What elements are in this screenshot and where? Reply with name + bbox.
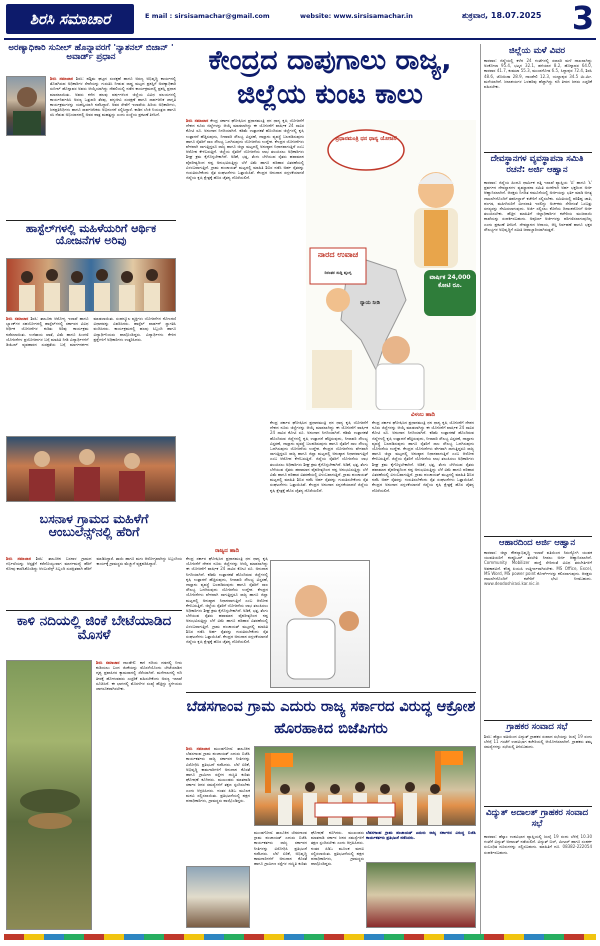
politician-cartoon-icon: [271, 561, 370, 688]
crocodile-photo-icon: [7, 661, 92, 930]
masthead-name: ಶಿರಸಿ ಸಮಾಚಾರ: [29, 10, 111, 28]
protest-body-2-text: ಮುಂಡಗೋಡ: ತಾಲೂಕಿನ ಬೆಡಸಗಾಂವ ಗ್ರಾಮ ಪಂಚಾಯತ್ ಎದುರು ಬಿಜೆಪಿ ಕಾರ್ಯಕರ್ತರು ರಾಜ್ಯ ಸರ್ಕಾರದ ನೀತಿಗಳನ್ನು ವಿರೋಧಿಸಿ ಪ್ರತಿಭಟನೆ ನಡೆಸಿದರು. ಬೆಲೆ ಏರಿಕೆ, ಅಭಿವೃದ್ಧಿ ಕಾಮಗಾರಿಗಳಿಗೆ ಅನುದಾನ ಕೊರತೆ ಹಾಗೂ ಗ್ರಾಮೀಣ ರಸ್ತೆಗಳ ದುಸ್ಥಿತಿ ಕುರಿತು ಘೋಷಣೆ ಕೂಗಿದರು. ಮುಖಂಡರು ಮಾತನಾಡಿ ಸರ್ಕಾರ ಜನರ ಸಮಸ್ಯೆಗಳಿಗೆ ತಕ್ಷಣ ಸ್ಪಂದಿಸಬೇಕು ಎಂದು ಆಗ್ರಹಿಸಿದರು. ನಂತರ ಪಿಡಿಒ ಮೂಲಕ ಮನವಿ ಸಲ್ಲಿಸಲಾಯಿತು. ಪ್ರತಿಭಟನೆಯಲ್ಲಿ ಪಕ್ಷದ ಪದಾಧಿಕಾರಿಗಳು, ಗ್ರಾಮಸ್ಥರು ಪಾಲ್ಗೊಂಡಿದ್ದರು.: [254, 830, 364, 867]
award-portrait: [6, 76, 46, 136]
protest-caption: ಬೆಡಸಗಾಂವ ಗ್ರಾಮ ಪಂಚಾಯತ್ ಎದುರು ರಾಜ್ಯ ಸರ್ಕಾರದ ವಿರುದ್ಧ ಬಿಜೆಪಿ ಕಾರ್ಯಕರ್ತರು ಪ್ರತಿಭಟನೆ ನಡೆಸಿದರು.: [366, 830, 476, 841]
lead-body-text: ಕೇಂದ್ರ ಸರ್ಕಾರ ಘೋಷಿಸಿದ ಪ್ರಧಾನಮಂತ್ರಿ ಧನ ಧಾನ್ಯ ಕೃಷಿ ಯೋಜನೆಗೆ ದೇಶದ ನೂರು ಜಿಲ್ಲೆಗಳನ್ನು ಆಯ್ಕೆ ಮಾಡಲಾಗಿದ್ದು ಈ ಯೋಜನೆಗೆ ವಾರ್ಷಿಕ 24 ಸಾವಿರ ಕೋಟಿ ರೂ. ಅನುದಾನ ನಿಗದಿಯಾಗಿದೆ. ಕಡಿಮೆ ಉತ್ಪಾದಕತೆ ಹೊಂದಿರುವ ಜಿಲ್ಲೆಗಳಲ್ಲಿ ಕೃಷಿ ಉತ್ಪಾದನೆ ಹೆಚ್ಚಿಸುವುದು, ನೀರಾವರಿ ಸೌಲಭ್ಯ ವಿಸ್ತರಣೆ, ದಾಸ್ತಾನು ವ್ಯವಸ್ಥೆ ಬಲಪಡಿಸುವುದು ಹಾಗೂ ರೈತರಿಗೆ ಸಾಲ ಸೌಲಭ್ಯ ಒದಗಿಸುವುದು ಯೋಜನೆಯ ಉದ್ದೇಶ. ಕೇಂದ್ರದ ಯೋಜನೆಗಳು ವೇಗವಾಗಿ ಸಾಗುತ್ತಿದ್ದರೂ ರಾಜ್ಯ ಹಾಗೂ ಜಿಲ್ಲಾ ಮಟ್ಟದಲ್ಲಿ ಅನುಷ್ಠಾನ ನಿಧಾನವಾಗುತ್ತಿದೆ ಎಂಬ ಆರೋಪ ಕೇಳಿಬರುತ್ತಿದೆ. ಜಿಲ್ಲೆಯ ರೈತರಿಗೆ ಯೋಜನೆಯ ಲಾಭ ತಲುಪಿಸಲು ಅಧಿಕಾರಿಗಳು ಶೀಘ್ರ ಕ್ರಮ ಕೈಗೊಳ್ಳಬೇಕಾಗಿದೆ. ಅಡಿಕೆ, ಭತ್ತ, ತೆಂಗು ಬೆಳೆಯುವ ರೈತರು ಹವಾಮಾನ ವೈಪರೀತ್ಯದಿಂದ ನಷ್ಟ ಅನುಭವಿಸುತ್ತಿದ್ದು ಬೆಳೆ ವಿಮೆ ಹಾಗೂ ಪರಿಹಾರ ವಿತರಣೆಯಲ್ಲಿ ವಿಳಂಬವಾಗುತ್ತಿದೆ. ಗ್ರಾಮ ಪಂಚಾಯತ್ ಮಟ್ಟದಲ್ಲಿ ಮಾಹಿತಿ ಶಿಬಿರ ನಡೆಸಿ ಅರ್ಹ ರೈತರನ್ನು ಗುರುತಿಸಬೇಕೆಂದು ರೈತ ಸಂಘಟನೆಗಳು ಒತ್ತಾಯಿಸಿವೆ. ಕೇಂದ್ರದ ಅನುದಾನ ಸದ್ಬಳಕೆಯಾದರೆ ಜಿಲ್ಲೆಯ ಕೃಷಿ ಕ್ಷೇತ್ರಕ್ಕೆ ಹೊಸ ಚೈತನ್ಯ ದೊರೆಯಲಿದೆ.: [186, 118, 304, 181]
masthead-website[interactable]: website: www.sirsisamachar.in: [300, 12, 413, 20]
cartoon-illustration: [306, 120, 476, 410]
lead-body-col3: [270, 420, 368, 556]
hostel-byline: ಶಿರಸಿ ಸಮಾಚಾರ: [6, 316, 29, 321]
rain-body: ಕಾರವಾರ: ಜಿಲ್ಲೆಯಲ್ಲಿ ಕಳೆದ 24 ಗಂಟೆಗಳಲ್ಲಿ ಸರಾಸರಿ ಮಳೆ ದಾಖಲಾಗಿದ್ದು ಅಂಕೋಲಾ 95.4, ಭಟ್ಕಳ 32.1, ಹಳಿಯಾಳ 8.2, ಹೊನ್ನಾವರ 64.0, ಕಾರವಾರ 41.7, ಕುಮಟಾ 55.3, ಮುಂಡಗೋಡ 6.5, ಸಿದ್ದಾಪುರ 72.4, ಶಿರಸಿ 48.6, ಜೊಯಿಡಾ 28.9, ದಾಂಡೇಲಿ 12.3, ಯಲ್ಲಾಪುರ 34.5 ಮಿ.ಮೀ. ಮಳೆಯಾಗಿದೆ. ಜಲಾಶಯಗಳ ಒಳಹರಿವು ಹೆಚ್ಚಾಗಿದ್ದು ನದಿ ತೀರದ ಜನರು ಎಚ್ಚರಿಕೆ ವಹಿಸಬೇಕು.: [484, 58, 592, 90]
hostel-headline: ಹಾಸ್ಟೆಲ್‌ಗಳಲ್ಲಿ ಮಹಿಳೆಯರಿಗೆ ಆರ್ಥಿಕ ಯೋಜನೆಗಳ ಅರಿವು: [25, 223, 157, 247]
divider-r2: [484, 536, 592, 537]
lead-cartoon-2: [270, 560, 370, 688]
protest-photo-3: [366, 862, 476, 928]
divider-r1: [484, 152, 592, 153]
river-headline: ಕಾಳಿ ನದಿಯಲ್ಲಿ ಜಿಂಕೆ ಬೇಟೆಯಾಡಿದ ಮೊಸಳೆ: [16, 614, 172, 644]
portrait-icon: [7, 77, 46, 136]
lead-subhead-2: ರಾಜ್ಯದ ಹಾದಿ: [214, 548, 240, 554]
consumer-body: ಶಿರಸಿ: ಹೆಸ್ಕಾಂ ವತಿಯಿಂದ ವಿದ್ಯುತ್ ಗ್ರಾಹಕರ ಸಂವಾದ ಸಭೆಯನ್ನು ಜುಲೈ 19 ರಂದು ಬೆಳಿಗ್ಗೆ 11 ಗಂಟೆಗೆ ಉಪವಿಭಾಗ ಕಚೇರಿಯಲ್ಲಿ ಆಯೋಜಿಸಲಾಗಿದೆ. ಗ್ರಾಹಕರು ತಮ್ಮ ಸಮಸ್ಯೆಗಳನ್ನು ಸಭೆಯಲ್ಲಿ ತಿಳಿಸಬಹುದು.: [484, 734, 592, 750]
ambulance-body: [6, 556, 182, 608]
cartoon-bubble: ಪ್ರಧಾನಮಂತ್ರಿ ಧನ ಧಾನ್ಯ ಯೋಜನೆ: [335, 136, 397, 142]
cartoon-amount: ವಾರ್ಷಿಕ 24,000 ಕೋಟಿ ರೂ.: [429, 274, 471, 289]
page-number: 3: [571, 0, 595, 37]
protest-photo: [254, 746, 476, 826]
lead-headline: ಕೇಂದ್ರದ ದಾಪುಗಾಲು ರಾಜ್ಯ, ಜಿಲ್ಲೆಯ ಕುಂಟ ಕಾಲು: [208, 45, 452, 110]
protest-body: [186, 746, 250, 862]
divider-r3: [484, 720, 592, 721]
rain-title: ಜಿಲ್ಲೆಯ ಮಳೆ ವಿವರ: [508, 46, 566, 56]
hostel-body: [6, 316, 176, 434]
lead-body: [186, 118, 304, 418]
award-body: [50, 76, 176, 218]
divider-2: [6, 610, 182, 611]
river-body: [96, 660, 182, 930]
divider-r4: [484, 806, 592, 807]
divider-1: [6, 220, 176, 221]
protest-byline: ಶಿರಸಿ ಸಮಾಚಾರ: [186, 746, 211, 751]
protest-body-text: ಮುಂಡಗೋಡ: ತಾಲೂಕಿನ ಬೆಡಸಗಾಂವ ಗ್ರಾಮ ಪಂಚಾಯತ್ ಎದುರು ಬಿಜೆಪಿ ಕಾರ್ಯಕರ್ತರು ರಾಜ್ಯ ಸರ್ಕಾರದ ನೀತಿಗಳನ್ನು ವಿರೋಧಿಸಿ ಪ್ರತಿಭಟನೆ ನಡೆಸಿದರು. ಬೆಲೆ ಏರಿಕೆ, ಅಭಿವೃದ್ಧಿ ಕಾಮಗಾರಿಗಳಿಗೆ ಅನುದಾನ ಕೊರತೆ ಹಾಗೂ ಗ್ರಾಮೀಣ ರಸ್ತೆಗಳ ದುಸ್ಥಿತಿ ಕುರಿತು ಘೋಷಣೆ ಕೂಗಿದರು. ಮುಖಂಡರು ಮಾತನಾಡಿ ಸರ್ಕಾರ ಜನರ ಸಮಸ್ಯೆಗಳಿಗೆ ತಕ್ಷಣ ಸ್ಪಂದಿಸಬೇಕು ಎಂದು ಆಗ್ರಹಿಸಿದರು. ನಂತರ ಪಿಡಿಒ ಮೂಲಕ ಮನವಿ ಸಲ್ಲಿಸಲಾಯಿತು. ಪ್ರತಿಭಟನೆಯಲ್ಲಿ ಪಕ್ಷದ ಪದಾಧಿಕಾರಿಗಳು, ಗ್ರಾಮಸ್ಥರು ಪಾಲ್ಗೊಂಡಿದ್ದರು.: [186, 746, 250, 804]
temple-body: ಕಾರವಾರ: ಜಿಲ್ಲೆಯ ಹಿಂದೂ ಧಾರ್ಮಿಕ ದತ್ತಿ ಇಲಾಖೆ ವ್ಯಾಪ್ತಿಯ 'ಬಿ' ಹಾಗೂ 'ಸಿ' ಪ್ರವರ್ಗದ ದೇವಸ್ಥಾನಗಳ ವ್ಯವಸ್ಥಾಪನಾ ಸಮಿತಿ ರಚನೆಗಾಗಿ ಅರ್ಹ ಭಕ್ತರಿಂದ ಅರ್ಜಿ ಆಹ್ವಾನಿಸಲಾಗಿದೆ. ಆಸಕ್ತರು ನಿಗದಿತ ನಮೂನೆಯಲ್ಲಿ ಅರ್ಜಿಯನ್ನು ಭರ್ತಿ ಮಾಡಿ ಅಗತ್ಯ ದಾಖಲೆಗಳೊಂದಿಗೆ ತಹಸೀಲ್ದಾರ್ ಕಚೇರಿಗೆ ಸಲ್ಲಿಸಬೇಕು. ಸಮಿತಿಯಲ್ಲಿ ಪರಿಶಿಷ್ಟ ಜಾತಿ, ಪಂಗಡ, ಮಹಿಳೆಯರಿಗೆ ಮೀಸಲಾತಿ ಇರಲಿದ್ದು ಅರ್ಚಕರು ಸೇರಿದಂತೆ ಒಂಬತ್ತು ಸದಸ್ಯರನ್ನು ನೇಮಿಸಲಾಗುವುದು. ಅರ್ಜಿ ಸಲ್ಲಿಸಲು ಕೊನೆಯ ದಿನಾಂಕದೊಳಗೆ ಅರ್ಜಿ ತಲುಪಿಸಬೇಕು. ಹೆಚ್ಚಿನ ಮಾಹಿತಿಗೆ ಜಿಲ್ಲಾಧಿಕಾರಿಗಳ ಕಚೇರಿಯ ಮುಜರಾಯಿ ಶಾಖೆಯನ್ನು ಸಂಪರ್ಕಿಸಬಹುದು. ಅಪೂರ್ಣ ಅರ್ಜಿಗಳನ್ನು ಪರಿಗಣಿಸಲಾಗುವುದಿಲ್ಲ ಎಂದು ಪ್ರಕಟಣೆ ತಿಳಿಸಿದೆ. ದೇವಸ್ಥಾನದ ಆದಾಯ, ಆಸ್ತಿ ನಿರ್ವಹಣೆ ಹಾಗೂ ಭಕ್ತರ ಸೌಲಭ್ಯಗಳ ಅಭಿವೃದ್ಧಿಗೆ ಸಮಿತಿ ಜವಾಬ್ದಾರಿಯಾಗಿರುತ್ತದೆ.: [484, 180, 592, 232]
meeting-photo-icon: [7, 437, 176, 502]
ambulance-body-text: ಶಿರಸಿ: ತಾಲೂಕಿನ ಬಸನಾಳ ಗ್ರಾಮದ ಗರ್ಭಿಣಿಯನ್ನು ಆಸ್ಪತ್ರೆಗೆ ಕರೆದೊಯ್ಯುವಾಗ ಮಾರ್ಗಮಧ್ಯೆ ಹೆರಿಗೆ ನೋವು ಕಾಣಿಸಿಕೊಂಡಿದ್ದು ಆಂಬುಲೆನ್ಸ್ ಸಿಬ್ಬಂದಿ ಸುರಕ್ಷಿತವಾಗಿ ಹೆರಿಗೆ ಮಾಡಿಸಿದ್ದಾರೆ. ತಾಯಿ ಹಾಗೂ ಮಗು ಆರೋಗ್ಯವಾಗಿದ್ದು ಸಿಬ್ಬಂದಿಯ ಕಾರ್ಯಕ್ಕೆ ಗ್ರಾಮಸ್ಥರು ಮೆಚ್ಚುಗೆ ವ್ಯಕ್ತಪಡಿಸಿದ್ದಾರೆ.: [6, 556, 182, 572]
temple-title: ದೇವಸ್ಥಾನಗಳ ವ್ಯವಸ್ಥಾಪನಾ ಸಮಿತಿ ರಚನೆ: ಅರ್ಜಿ ಆಹ್ವಾನ: [490, 154, 584, 175]
lead-body-col2: [186, 556, 268, 688]
river-photo: [6, 660, 92, 930]
group-photo-icon: [7, 259, 176, 312]
cartoon-sign: ನ್ಯಾಯ ನೀಡಿ: [360, 300, 380, 306]
lead-byline: ಶಿರಸಿ ಸಮಾಚಾರ: [186, 118, 209, 123]
bottom-strip: [4, 934, 596, 940]
river-byline: ಶಿರಸಿ ಸಮಾಚಾರ: [96, 660, 120, 665]
protest-body-2: [254, 830, 364, 896]
lead-body-col2-text: ಕೇಂದ್ರ ಸರ್ಕಾರ ಘೋಷಿಸಿದ ಪ್ರಧಾನಮಂತ್ರಿ ಧನ ಧಾನ್ಯ ಕೃಷಿ ಯೋಜನೆಗೆ ದೇಶದ ನೂರು ಜಿಲ್ಲೆಗಳನ್ನು ಆಯ್ಕೆ ಮಾಡಲಾಗಿದ್ದು ಈ ಯೋಜನೆಗೆ ವಾರ್ಷಿಕ 24 ಸಾವಿರ ಕೋಟಿ ರೂ. ಅನುದಾನ ನಿಗದಿಯಾಗಿದೆ. ಕಡಿಮೆ ಉತ್ಪಾದಕತೆ ಹೊಂದಿರುವ ಜಿಲ್ಲೆಗಳಲ್ಲಿ ಕೃಷಿ ಉತ್ಪಾದನೆ ಹೆಚ್ಚಿಸುವುದು, ನೀರಾವರಿ ಸೌಲಭ್ಯ ವಿಸ್ತರಣೆ, ದಾಸ್ತಾನು ವ್ಯವಸ್ಥೆ ಬಲಪಡಿಸುವುದು ಹಾಗೂ ರೈತರಿಗೆ ಸಾಲ ಸೌಲಭ್ಯ ಒದಗಿಸುವುದು ಯೋಜನೆಯ ಉದ್ದೇಶ. ಕೇಂದ್ರದ ಯೋಜನೆಗಳು ವೇಗವಾಗಿ ಸಾಗುತ್ತಿದ್ದರೂ ರಾಜ್ಯ ಹಾಗೂ ಜಿಲ್ಲಾ ಮಟ್ಟದಲ್ಲಿ ಅನುಷ್ಠಾನ ನಿಧಾನವಾಗುತ್ತಿದೆ ಎಂಬ ಆರೋಪ ಕೇಳಿಬರುತ್ತಿದೆ. ಜಿಲ್ಲೆಯ ರೈತರಿಗೆ ಯೋಜನೆಯ ಲಾಭ ತಲುಪಿಸಲು ಅಧಿಕಾರಿಗಳು ಶೀಘ್ರ ಕ್ರಮ ಕೈಗೊಳ್ಳಬೇಕಾಗಿದೆ. ಅಡಿಕೆ, ಭತ್ತ, ತೆಂಗು ಬೆಳೆಯುವ ರೈತರು ಹವಾಮಾನ ವೈಪರೀತ್ಯದಿಂದ ನಷ್ಟ ಅನುಭವಿಸುತ್ತಿದ್ದು ಬೆಳೆ ವಿಮೆ ಹಾಗೂ ಪರಿಹಾರ ವಿತರಣೆಯಲ್ಲಿ ವಿಳಂಬವಾಗುತ್ತಿದೆ. ಗ್ರಾಮ ಪಂಚಾಯತ್ ಮಟ್ಟದಲ್ಲಿ ಮಾಹಿತಿ ಶಿಬಿರ ನಡೆಸಿ ಅರ್ಹ ರೈತರನ್ನು ಗುರುತಿಸಬೇಕೆಂದು ರೈತ ಸಂಘಟನೆಗಳು ಒತ್ತಾಯಿಸಿವೆ. ಕೇಂದ್ರದ ಅನುದಾನ ಸದ್ಬಳಕೆಯಾದರೆ ಜಿಲ್ಲೆಯ ಕೃಷಿ ಕ್ಷೇತ್ರಕ್ಕೆ ಹೊಸ ಚೈತನ್ಯ ದೊರೆಯಲಿದೆ.: [186, 556, 268, 645]
lead-subhead-1: ವಿಳಂಬ ಹಾದಿ: [411, 412, 435, 418]
masthead: [0, 0, 600, 40]
divider-3: [186, 692, 476, 693]
training-body: ಕಾರವಾರ: ಜಿಲ್ಲಾ ಕೌಶಲ್ಯಾಭಿವೃದ್ಧಿ ಇಲಾಖೆ ವತಿಯಿಂದ ನಿರುದ್ಯೋಗಿ ಯುವಕ ಯುವತಿಯರಿಗೆ ಕಂಪ್ಯೂಟರ್ ತರಬೇತಿ ನೀಡಲು ಅರ್ಜಿ ಆಹ್ವಾನಿಸಲಾಗಿದೆ. Community Mobilizer ಹುದ್ದೆ ಸೇರಿದಂತೆ ವಿವಿಧ ತರಬೇತಿಗಳಿಗೆ ಅವಕಾಶವಿದೆ. ಕನಿಷ್ಠ ಪಿಯುಸಿ ಉತ್ತೀರ್ಣರಾಗಿರಬೇಕು. MS Office, Excel, MS Word, MS power point ಕೋರ್ಸ್‌ಗಳನ್ನು ಕಲಿಸಲಾಗುವುದು. ಆಸಕ್ತರು ದಾಖಲೆಗಳೊಂದಿಗೆ ಕಚೇರಿಗೆ ಭೇಟಿ ನೀಡಬಹುದು. www.deodoshirasi.kar.nic.in: [484, 550, 592, 587]
masthead-rule: [4, 38, 596, 40]
lead-body-continued-text: ಕೇಂದ್ರ ಸರ್ಕಾರ ಘೋಷಿಸಿದ ಪ್ರಧಾನಮಂತ್ರಿ ಧನ ಧಾನ್ಯ ಕೃಷಿ ಯೋಜನೆಗೆ ದೇಶದ ನೂರು ಜಿಲ್ಲೆಗಳನ್ನು ಆಯ್ಕೆ ಮಾಡಲಾಗಿದ್ದು ಈ ಯೋಜನೆಗೆ ವಾರ್ಷಿಕ 24 ಸಾವಿರ ಕೋಟಿ ರೂ. ಅನುದಾನ ನಿಗದಿಯಾಗಿದೆ. ಕಡಿಮೆ ಉತ್ಪಾದಕತೆ ಹೊಂದಿರುವ ಜಿಲ್ಲೆಗಳಲ್ಲಿ ಕೃಷಿ ಉತ್ಪಾದನೆ ಹೆಚ್ಚಿಸುವುದು, ನೀರಾವರಿ ಸೌಲಭ್ಯ ವಿಸ್ತರಣೆ, ದಾಸ್ತಾನು ವ್ಯವಸ್ಥೆ ಬಲಪಡಿಸುವುದು ಹಾಗೂ ರೈತರಿಗೆ ಸಾಲ ಸೌಲಭ್ಯ ಒದಗಿಸುವುದು ಯೋಜನೆಯ ಉದ್ದೇಶ. ಕೇಂದ್ರದ ಯೋಜನೆಗಳು ವೇಗವಾಗಿ ಸಾಗುತ್ತಿದ್ದರೂ ರಾಜ್ಯ ಹಾಗೂ ಜಿಲ್ಲಾ ಮಟ್ಟದಲ್ಲಿ ಅನುಷ್ಠಾನ ನಿಧಾನವಾಗುತ್ತಿದೆ ಎಂಬ ಆರೋಪ ಕೇಳಿಬರುತ್ತಿದೆ. ಜಿಲ್ಲೆಯ ರೈತರಿಗೆ ಯೋಜನೆಯ ಲಾಭ ತಲುಪಿಸಲು ಅಧಿಕಾರಿಗಳು ಶೀಘ್ರ ಕ್ರಮ ಕೈಗೊಳ್ಳಬೇಕಾಗಿದೆ. ಅಡಿಕೆ, ಭತ್ತ, ತೆಂಗು ಬೆಳೆಯುವ ರೈತರು ಹವಾಮಾನ ವೈಪರೀತ್ಯದಿಂದ ನಷ್ಟ ಅನುಭವಿಸುತ್ತಿದ್ದು ಬೆಳೆ ವಿಮೆ ಹಾಗೂ ಪರಿಹಾರ ವಿತರಣೆಯಲ್ಲಿ ವಿಳಂಬವಾಗುತ್ತಿದೆ. ಗ್ರಾಮ ಪಂಚಾಯತ್ ಮಟ್ಟದಲ್ಲಿ ಮಾಹಿತಿ ಶಿಬಿರ ನಡೆಸಿ ಅರ್ಹ ರೈತರನ್ನು ಗುರುತಿಸಬೇಕೆಂದು ರೈತ ಸಂಘಟನೆಗಳು ಒತ್ತಾಯಿಸಿವೆ. ಕೇಂದ್ರದ ಅನುದಾನ ಸದ್ಬಳಕೆಯಾದರೆ ಜಿಲ್ಲೆಯ ಕೃಷಿ ಕ್ಷೇತ್ರಕ್ಕೆ ಹೊಸ ಚೈತನ್ಯ ದೊರೆಯಲಿದೆ.: [372, 420, 474, 493]
protest-photo-2: [186, 866, 250, 928]
masthead-email[interactable]: E mail : sirsisamachar@gmail.com: [145, 12, 270, 20]
award-byline: ಶಿರಸಿ ಸಮಾಚಾರ: [50, 76, 74, 81]
lead-body-continued: [372, 420, 474, 688]
ambulance-byline: ಶಿರಸಿ ಸಮಾಚಾರ: [6, 556, 31, 561]
power-title: ವಿದ್ಯುತ್ ಅದಾಲತ್ ಗ್ರಾಹಕರ ಸಂವಾದ ಸಭೆ: [485, 808, 589, 829]
award-headline: ಅರಣ್ಯಾಧಿಕಾರಿ ಸುನೀಲ್ ಹೊನ್ನಾವರಗೆ 'ನ್ಯಾಶನಲ್ ಬಿಜಾನ್ ' ಅವಾರ್ಡ್ ಪ್ರಧಾನ: [8, 44, 174, 63]
consumer-title: ಗ್ರಾಹಕರ ಸಂವಾದ ಸಭೆ: [506, 722, 568, 732]
award-body-text: ಶಿರಸಿ: ಪಶ್ಚಿಮ ಘಟ್ಟದ ಸಂರಕ್ಷಣೆ ಹಾಗೂ ಅರಣ್ಯ ಅಭಿವೃದ್ಧಿ ಕಾರ್ಯದಲ್ಲಿ ತೊಡಗಿರುವ ಅಧಿಕಾರಿಗಳ ಸೇವೆಯನ್ನು ಗುರುತಿಸಿ ನೀಡುವ ರಾಷ್ಟ್ರ ಮಟ್ಟದ ಪ್ರಶಸ್ತಿಗೆ ಅರಣ್ಯಾಧಿಕಾರಿ ಸುನೀಲ್ ಹೊನ್ನಾವರ ಅವರು ಆಯ್ಕೆಯಾಗಿದ್ದು ದೆಹಲಿಯಲ್ಲಿ ನಡೆದ ಕಾರ್ಯಕ್ರಮದಲ್ಲಿ ಪ್ರಶಸ್ತಿ ಪ್ರಧಾನ ಮಾಡಲಾಯಿತು. ಅವರು ಕಳೆದ ಹಲವು ವರ್ಷಗಳಿಂದ ಜಿಲ್ಲೆಯ ವಿವಿಧ ವಲಯಗಳಲ್ಲಿ ಕಾರ್ಯನಿರ್ವಹಿಸಿ ಅರಣ್ಯ ಒತ್ತುವರಿ ತೆರವು, ವನ್ಯಜೀವಿ ಸಂರಕ್ಷಣೆ ಹಾಗೂ ಸಾರ್ವಜನಿಕ ಜಾಗೃತಿ ಕಾರ್ಯಕ್ರಮಗಳನ್ನು ಯಶಸ್ವಿಯಾಗಿ ನಡೆಸಿದ್ದಾರೆ. ಅವರ ಸೇವೆಗೆ ಇಲಾಖೆಯ ಹಿರಿಯ ಅಧಿಕಾರಿಗಳು, ಜನಪ್ರತಿನಿಧಿಗಳು ಹಾಗೂ ಸಾರ್ವಜನಿಕರು ಅಭಿನಂದನೆ ಸಲ್ಲಿಸಿದ್ದಾರೆ. ಕಾಡಿನ ಬೆಂಕಿ ನಿಯಂತ್ರಣ ಹಾಗೂ ಸಸಿ ನೆಡುವ ಅಭಿಯಾನದಲ್ಲಿ ಅವರ ಪಾತ್ರ ಮಹತ್ವದ್ದು ಎಂದು ಸಂಸ್ಥೆಯ ಪ್ರಕಟಣೆ ತಿಳಿಸಿದೆ.: [50, 76, 176, 118]
lead-cartoon: [306, 120, 476, 410]
ambulance-headline: ಬಸನಾಳ ಗ್ರಾಮದ ಮಹಿಳೆಗೆ ಆಂಬುಲೆನ್ಸ್‌ನಲ್ಲಿ ಹೆರಿಗೆ: [39, 512, 149, 540]
river-body-text: ದಾಂಡೇಲಿ: ಕಾಳಿ ನದಿಯ ದಡದಲ್ಲಿ ನೀರು ಕುಡಿಯಲು ಬಂದ ಜಿಂಕೆಯನ್ನು ಮೊಸಳೆಯೊಂದು ಬೇಟೆಯಾಡಿದ ದೃಶ್ಯ ಪ್ರವಾಸಿಗರ ಕ್ಯಾಮರಾದಲ್ಲಿ ಸೆರೆಯಾಗಿದೆ. ಮಳೆಗಾಲದಲ್ಲಿ ನದಿ ತೀರಕ್ಕೆ ಹೋಗುವವರು ಎಚ್ಚರಿಕೆ ವಹಿಸಬೇಕೆಂದು ಅರಣ್ಯ ಇಲಾಖೆ ಸೂಚಿಸಿದೆ. ಈ ಭಾಗದಲ್ಲಿ ಮೊಸಳೆಗಳ ಸಂಖ್ಯೆ ಹೆಚ್ಚಿದ್ದು ಸ್ಥಳೀಯರು ಜಾಗರೂಕರಾಗಿರಬೇಕು.: [96, 660, 182, 692]
masthead-date: ಶುಕ್ರವಾರ, 18.07.2025: [462, 11, 542, 20]
protest-crowd-icon: [255, 747, 476, 826]
training-title: ಆಹಾರದಿಂದ ಅರ್ಜಿ ಆಹ್ವಾನ: [498, 538, 576, 548]
hostel-photo-2: [6, 436, 176, 502]
hostel-photo: [6, 258, 176, 312]
narada-column-sub: ನಿರಂತರ ಸುದ್ದಿ ವ್ಯಂಗ್ಯ: [324, 270, 352, 275]
hostel-body-text: ಶಿರಸಿ: ತಾಲೂಕು ಆರೋಗ್ಯ ಇಲಾಖೆ ಹಾಗೂ ಬ್ಯಾಂಕ್‌ಗಳ ಸಹಯೋಗದಲ್ಲಿ ಹಾಸ್ಟೆಲ್‌ಗಳಲ್ಲಿ ಸರ್ಕಾರದ ವಿವಿಧ ಆರ್ಥಿಕ ಯೋಜನೆಗಳ ಕುರಿತು ಅರಿವು ಕಾರ್ಯಕ್ರಮ ನಡೆಸಲಾಯಿತು. ಉಳಿತಾಯ ಖಾತೆ, ವಿಮೆ ಹಾಗೂ ಪಿಂಚಣಿ ಯೋಜನೆಗಳ ಪ್ರಯೋಜನಗಳ ಬಗ್ಗೆ ಮಾಹಿತಿ ನೀಡಿ ವಿದ್ಯಾರ್ಥಿಗಳಿಗೆ ಡಿಜಿಟಲ್ ವ್ಯವಹಾರದ ಸುರಕ್ಷತೆಯ ಬಗ್ಗೆ ಮಾರ್ಗದರ್ಶನ ಮಾಡಲಾಯಿತು. ಸಂಪನ್ಮೂಲ ವ್ಯಕ್ತಿಗಳು ಯೋಜನೆಗಳ ನೋಂದಣಿ ವಿಧಾನವನ್ನು ವಿವರಿಸಿದರು. ಹಾಸ್ಟೆಲ್ ವಾರ್ಡನ್ ಸ್ವಾಗತಿಸಿ ವಂದಿಸಿದರು. ಕಾರ್ಯಕ್ರಮದಲ್ಲಿ ಹಲವು ಸಿಬ್ಬಂದಿ ಹಾಗೂ ವಿದ್ಯಾರ್ಥಿನಿಯರು ಪಾಲ್ಗೊಂಡಿದ್ದರು. ವಿದ್ಯಾರ್ಥಿಗಳು ಕೇಳಿದ ಪ್ರಶ್ನೆಗಳಿಗೆ ಅಧಿಕಾರಿಗಳು ಉತ್ತರಿಸಿದರು.: [6, 316, 176, 348]
power-body: ಕಾರವಾರ: ಹೆಸ್ಕಾಂ ಉಪವಿಭಾಗ ವ್ಯಾಪ್ತಿಯಲ್ಲಿ ಜುಲೈ 19 ರಂದು ಬೆಳಿಗ್ಗೆ 10.30 ಗಂಟೆಗೆ ವಿದ್ಯುತ್ ಅದಾಲತ್ ನಡೆಯಲಿದೆ. ವಿದ್ಯುತ್ ಬಿಲ್, ಮೀಟರ್ ಹಾಗೂ ಸಂಪರ್ಕ ಸಂಬಂಧಿತ ದೂರುಗಳನ್ನು ಸಲ್ಲಿಸಬಹುದು. ಮಾಹಿತಿಗೆ ದೂ. 08382-222054 ಸಂಪರ್ಕಿಸಬಹುದು.: [484, 834, 592, 855]
lead-body-col3-text: ಕೇಂದ್ರ ಸರ್ಕಾರ ಘೋಷಿಸಿದ ಪ್ರಧಾನಮಂತ್ರಿ ಧನ ಧಾನ್ಯ ಕೃಷಿ ಯೋಜನೆಗೆ ದೇಶದ ನೂರು ಜಿಲ್ಲೆಗಳನ್ನು ಆಯ್ಕೆ ಮಾಡಲಾಗಿದ್ದು ಈ ಯೋಜನೆಗೆ ವಾರ್ಷಿಕ 24 ಸಾವಿರ ಕೋಟಿ ರೂ. ಅನುದಾನ ನಿಗದಿಯಾಗಿದೆ. ಕಡಿಮೆ ಉತ್ಪಾದಕತೆ ಹೊಂದಿರುವ ಜಿಲ್ಲೆಗಳಲ್ಲಿ ಕೃಷಿ ಉತ್ಪಾದನೆ ಹೆಚ್ಚಿಸುವುದು, ನೀರಾವರಿ ಸೌಲಭ್ಯ ವಿಸ್ತರಣೆ, ದಾಸ್ತಾನು ವ್ಯವಸ್ಥೆ ಬಲಪಡಿಸುವುದು ಹಾಗೂ ರೈತರಿಗೆ ಸಾಲ ಸೌಲಭ್ಯ ಒದಗಿಸುವುದು ಯೋಜನೆಯ ಉದ್ದೇಶ. ಕೇಂದ್ರದ ಯೋಜನೆಗಳು ವೇಗವಾಗಿ ಸಾಗುತ್ತಿದ್ದರೂ ರಾಜ್ಯ ಹಾಗೂ ಜಿಲ್ಲಾ ಮಟ್ಟದಲ್ಲಿ ಅನುಷ್ಠಾನ ನಿಧಾನವಾಗುತ್ತಿದೆ ಎಂಬ ಆರೋಪ ಕೇಳಿಬರುತ್ತಿದೆ. ಜಿಲ್ಲೆಯ ರೈತರಿಗೆ ಯೋಜನೆಯ ಲಾಭ ತಲುಪಿಸಲು ಅಧಿಕಾರಿಗಳು ಶೀಘ್ರ ಕ್ರಮ ಕೈಗೊಳ್ಳಬೇಕಾಗಿದೆ. ಅಡಿಕೆ, ಭತ್ತ, ತೆಂಗು ಬೆಳೆಯುವ ರೈತರು ಹವಾಮಾನ ವೈಪರೀತ್ಯದಿಂದ ನಷ್ಟ ಅನುಭವಿಸುತ್ತಿದ್ದು ಬೆಳೆ ವಿಮೆ ಹಾಗೂ ಪರಿಹಾರ ವಿತರಣೆಯಲ್ಲಿ ವಿಳಂಬವಾಗುತ್ತಿದೆ. ಗ್ರಾಮ ಪಂಚಾಯತ್ ಮಟ್ಟದಲ್ಲಿ ಮಾಹಿತಿ ಶಿಬಿರ ನಡೆಸಿ ಅರ್ಹ ರೈತರನ್ನು ಗುರುತಿಸಬೇಕೆಂದು ರೈತ ಸಂಘಟನೆಗಳು ಒತ್ತಾಯಿಸಿವೆ. ಕೇಂದ್ರದ ಅನುದಾನ ಸದ್ಬಳಕೆಯಾದರೆ ಜಿಲ್ಲೆಯ ಕೃಷಿ ಕ್ಷೇತ್ರಕ್ಕೆ ಹೊಸ ಚೈತನ್ಯ ದೊರೆಯಲಿದೆ.: [270, 420, 368, 493]
protest-headline: ಬೆಡಸಗಾಂವ ಗ್ರಾಮ ಎದುರು ರಾಜ್ಯ ಸರ್ಕಾರದ ವಿರುದ್ಧ ಆಕ್ರೋಶ ಹೊರಹಾಕಿದ ಬಿಜೆಪಿಗರು: [186, 699, 476, 737]
narada-column-title: ನಾರದ ಉವಾಚ: [317, 250, 359, 259]
